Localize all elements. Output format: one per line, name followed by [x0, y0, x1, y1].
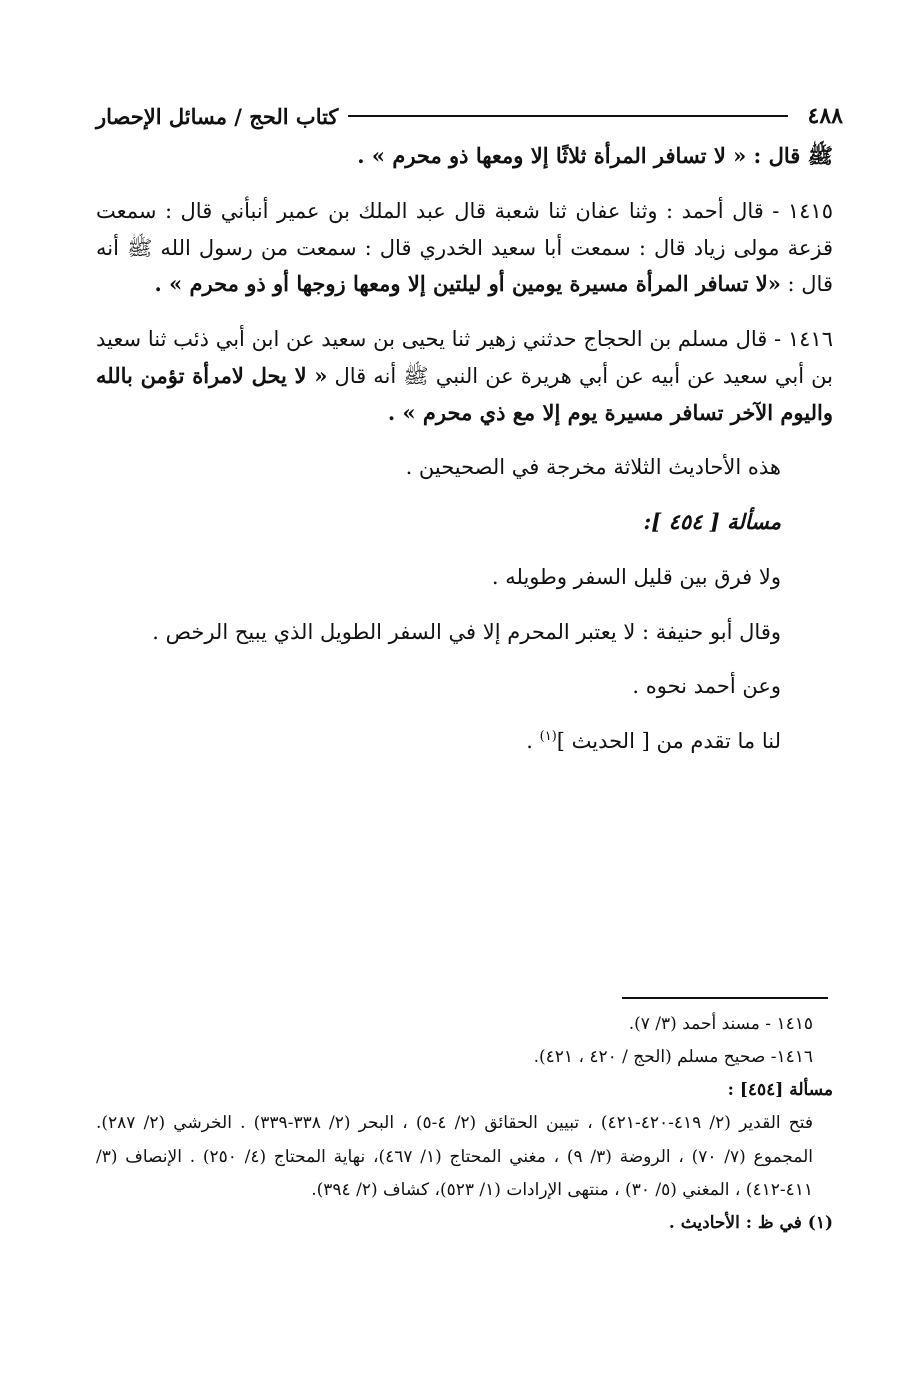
- footnote-1416: ١٤١٦- صحيح مسلم (الحج / ٤٢٠ ، ٤٢١).: [533, 1047, 813, 1068]
- footnote-sources: فتح القدير (٢/ ٤١٩-٤٢٠-٤٢١) ، تبيين الحقائق (٢/ ٤-٥) ، البحر (٢/ ٣٣٨-٣٣٩) . الخرشي (٢/ ٢٨٧). المجموع (٧/ ٧٠) ، الروضة (٣/ ٩) ، مغني المحتاج (١/ ٤٦٧)، نهاية المحتاج (٤/ ٢٥٠) . الإنصاف (٣/ ٤١١-٤١٢) ، المغني (٥/ ٣٠) ، منتهى الإرادات (١/ ٥٢٣)، كشاف (٢/ ٣٩٤).: [96, 1113, 814, 1200]
- footnote-1415: ١٤١٥ - مسند أحمد (٣/ ٧).: [628, 1014, 813, 1034]
- evidence-text: لنا ما تقدم من [ الحديث ]: [556, 729, 781, 753]
- hadith-1416-matn: « لا يحل لامرأة تؤمن بالله واليوم الآخر تسافر مسيرة يوم إلا مع ذي محرم » .: [96, 362, 833, 425]
- footnotes: [96, 1008, 833, 1240]
- hadith-1416: [96, 321, 833, 431]
- no-difference-paragraph: ولا فرق بين قليل السفر وطويله .: [491, 564, 781, 589]
- evidence-end: .: [526, 729, 533, 753]
- footnote-ref-1[interactable]: (١): [539, 729, 557, 744]
- footnote-rule: [622, 997, 828, 999]
- hadith-1415: [96, 193, 833, 303]
- hadith-1416-isnad: ١٤١٦ - قال مسلم بن الحجاج حدثني زهير ثنا يحيى بن سعيد عن ابن أبي ذئب ثنا سعيد بن أبي سعيد عن أبيه عن أبي هريرة عن النبي ﷺ أنه قال: [96, 327, 834, 388]
- masala-title: مسألة [ ٤٥٤ ]:: [643, 509, 781, 534]
- hadith-1415-matn: «لا تسافر المرأة مسيرة يومين أو ليلتين إلا ومعها زوجها أو ذو محرم » .: [154, 271, 781, 297]
- sahih-note: هذه الأحاديث الثلاثة مخرجة في الصحيحين .: [405, 455, 781, 480]
- header-rule: [348, 115, 787, 117]
- page-number: ٤٨٨: [807, 103, 843, 129]
- main-text: [96, 138, 833, 778]
- evidence-paragraph: [96, 723, 833, 760]
- footnote-masala: مسألة [٤٥٤] :: [727, 1080, 833, 1101]
- opening-line: ﷺ قال : « لا تسافر المرأة ثلاثًا إلا ومعها ذو محرم » .: [357, 143, 833, 168]
- running-title: كتاب الحج / مسائل الإحصار: [96, 103, 339, 129]
- hadith-1415-isnad: ١٤١٥ - قال أحمد : وثنا عفان ثنا شعبة قال عبد الملك بن عمير أنبأني قال : سمعت قزعة مولى زياد قال : سمعت أبا سعيد الخدري قال : سمعت من رسول الله ﷺ أنه قال :: [96, 198, 833, 297]
- footnote-note-1: (١) في ظ : الأحاديث .: [668, 1212, 833, 1233]
- abu-hanifa-paragraph: وقال أبو حنيفة : لا يعتبر المحرم إلا في السفر الطويل الذي يبيح الرخص .: [152, 619, 781, 644]
- ahmad-paragraph: وعن أحمد نحوه .: [632, 674, 781, 699]
- page-header: [96, 96, 843, 136]
